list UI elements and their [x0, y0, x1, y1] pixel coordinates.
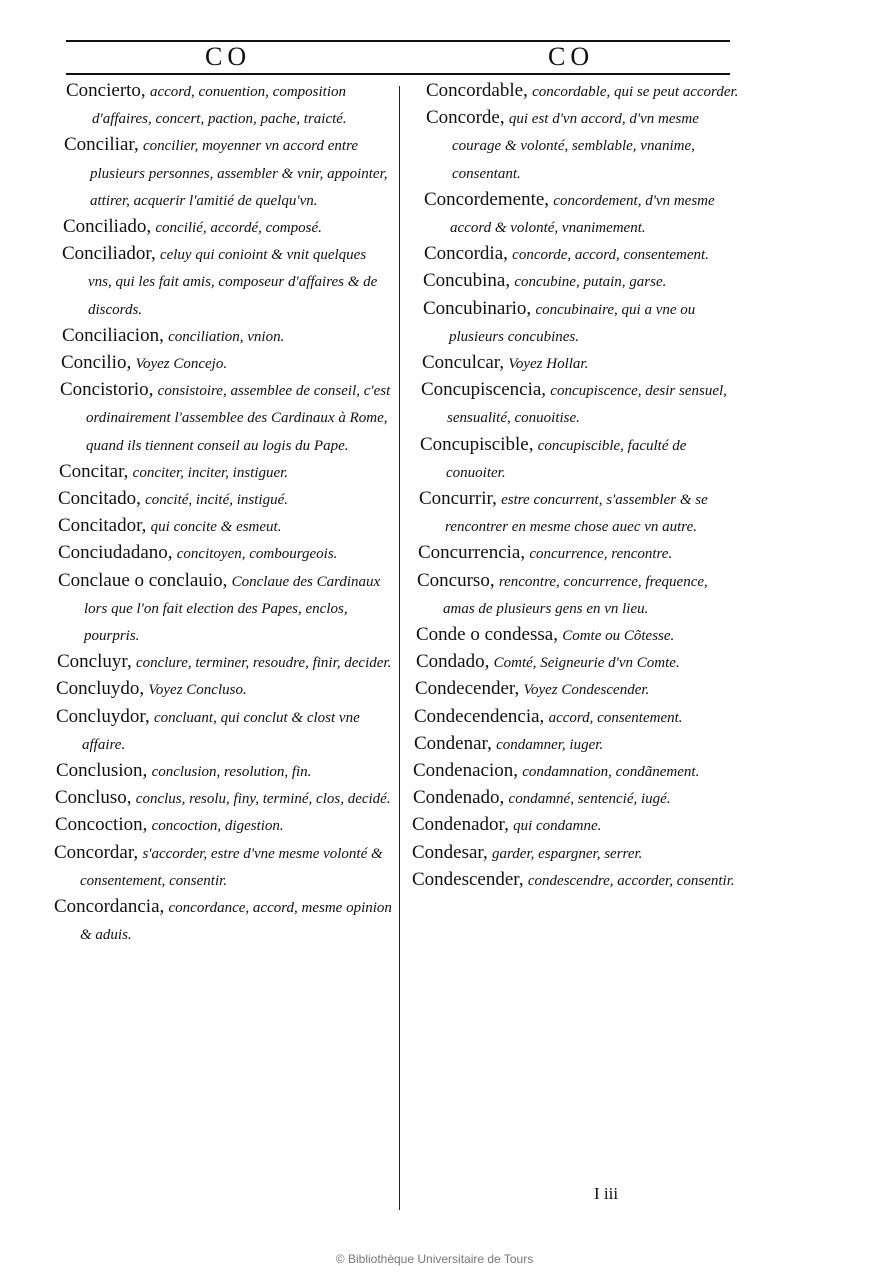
entry-definition: Comté, Seigneurie d'vn Comte. — [493, 655, 680, 672]
entry-definition: estre concurrent, s'assembler & se rencontrer en mesme chose auec vn autre. — [445, 492, 708, 536]
entry-definition: Voyez Condescender. — [523, 682, 650, 699]
dictionary-entry — [412, 840, 742, 867]
entry-definition: condamner, iuger. — [496, 736, 604, 753]
dictionary-entry — [421, 377, 742, 431]
entry-headword: Concitado, — [58, 488, 141, 510]
entry-headword: Concluydo, — [56, 678, 145, 700]
entry-headword: Concubinario, — [423, 297, 532, 319]
entry-definition: conclure, terminer, resoudre, finir, decider. — [135, 655, 392, 672]
dictionary-entry — [56, 758, 392, 785]
dictionary-entry — [422, 350, 742, 377]
dictionary-entry — [423, 268, 742, 295]
dictionary-entry — [426, 105, 742, 187]
dictionary-entry — [415, 676, 742, 703]
dictionary-entry — [66, 78, 392, 132]
entry-headword: Concluydor, — [56, 705, 150, 727]
dictionary-entry — [59, 459, 392, 486]
dictionary-entry — [426, 78, 742, 105]
entry-definition: qui condamne. — [513, 818, 602, 835]
dictionary-entry — [416, 622, 742, 649]
entry-definition: concordable, qui se peut accorder. — [532, 84, 739, 100]
entry-headword: Concordancia, — [54, 896, 165, 918]
dictionary-entry — [56, 704, 392, 758]
entry-headword: Concluyr, — [57, 651, 132, 673]
entry-definition: conclusion, resolution, fin. — [151, 764, 312, 781]
dictionary-entry — [55, 812, 392, 839]
dictionary-entry — [54, 840, 392, 894]
column-divider — [399, 86, 400, 1210]
dictionary-entry — [55, 785, 392, 812]
entry-definition: concilier, moyenner vn accord entre plusieurs personnes, assembler & vnir, appointer, attirer, acquerir l'amitié de quelqu'vn. — [90, 138, 388, 209]
dictionary-entry — [413, 785, 742, 812]
entry-definition: Voyez Concluso. — [148, 682, 247, 699]
dictionary-entry — [58, 486, 392, 513]
entry-definition: concupiscence, desir sensuel, sensualité, conuoitise. — [447, 383, 727, 427]
dictionary-entry — [58, 540, 392, 567]
dictionary-entry — [413, 758, 742, 785]
entry-headword: Conciliado, — [63, 216, 152, 238]
entry-headword: Concordia, — [424, 243, 508, 265]
entry-headword: Concurso, — [417, 569, 495, 591]
dictionary-entry — [412, 812, 742, 839]
entry-headword: Concordar, — [54, 841, 139, 863]
entry-headword: Concierto, — [66, 80, 146, 101]
entry-headword: Concitador, — [58, 515, 147, 537]
entry-definition: concoction, digestion. — [151, 818, 284, 835]
entry-definition: concubine, putain, garse. — [514, 274, 667, 291]
top-rule — [66, 40, 730, 42]
entry-definition: concilié, accordé, composé. — [155, 220, 322, 237]
dictionary-entry — [57, 649, 392, 676]
running-head-left: CO — [205, 42, 252, 71]
entry-headword: Concilio, — [61, 352, 132, 374]
entry-definition: celuy qui conioint & vnit quelques vns, qui les fait amis, composeur d'affaires & de discords. — [88, 247, 378, 318]
entry-headword: Conde o condessa, — [416, 624, 558, 646]
entry-headword: Concoction, — [55, 814, 148, 836]
entry-headword: Concurrir, — [419, 488, 497, 510]
entry-headword: Concordemente, — [424, 188, 550, 210]
entry-definition: consistoire, assemblee de conseil, c'est ordinairement l'assemblee des Cardinaux à Rome, quand ils tiennent conseil au logis du Pape. — [86, 383, 391, 454]
entry-definition: concorde, accord, consentement. — [512, 247, 709, 264]
entry-headword: Concluso, — [55, 787, 132, 809]
entry-headword: Conciliar, — [64, 134, 139, 156]
entry-definition: qui est d'vn accord, d'vn mesme courage & volonté, semblable, vnanime, consentant. — [452, 111, 699, 182]
entry-headword: Condenacion, — [413, 760, 519, 782]
dictionary-entry — [424, 187, 742, 241]
entry-headword: Concistorio, — [60, 379, 154, 401]
signature-mark: I iii — [594, 1184, 619, 1203]
entry-definition: rencontre, concurrence, frequence, amas de plusieurs gens en vn lieu. — [443, 573, 708, 617]
entry-headword: Concupiscencia, — [421, 379, 547, 401]
entry-definition: garder, espargner, serrer. — [492, 845, 643, 862]
entry-headword: Conclaue o conclauio, — [58, 569, 228, 591]
entry-definition: Comte ou Cõtesse. — [562, 628, 675, 645]
entry-definition: concluant, qui conclut & clost vne affaire. — [82, 709, 360, 753]
entry-headword: Concitar, — [59, 460, 129, 482]
entry-definition: Conclaue des Cardinaux lors que l'on fait election des Papes, enclos, pourpris. — [84, 573, 381, 645]
entry-definition: conciter, inciter, instiguer. — [132, 464, 289, 481]
running-head-right: CO — [548, 42, 595, 71]
entry-headword: Conciudadano, — [58, 542, 173, 564]
entry-headword: Concordable, — [426, 80, 528, 101]
dictionary-entry — [56, 676, 392, 703]
entry-definition: concitoyen, combourgeois. — [176, 546, 338, 563]
entry-definition: concordance, accord, mesme opinion & aduis. — [80, 900, 392, 944]
entry-headword: Concorde, — [426, 107, 505, 129]
entry-headword: Condenador, — [412, 814, 509, 836]
dictionary-entry — [58, 568, 392, 650]
entry-definition: conciliation, vnion. — [168, 328, 285, 345]
entry-headword: Concupiscible, — [420, 433, 534, 455]
entry-definition: qui concite & esmeut. — [150, 519, 282, 536]
entry-headword: Condado, — [416, 651, 490, 673]
right-column — [412, 78, 742, 894]
entry-definition: concordement, d'vn mesme accord & volonté, vnanimement. — [450, 192, 715, 237]
dictionary-entry — [63, 214, 392, 241]
dictionary-entry — [420, 432, 742, 486]
entry-definition: accord, consentement. — [548, 709, 683, 726]
dictionary-entry — [62, 323, 392, 350]
entry-headword: Condesar, — [412, 841, 488, 863]
entry-definition: Voyez Hollar. — [508, 356, 589, 373]
entry-definition: concurrence, rencontre. — [529, 546, 673, 563]
dictionary-entry — [54, 894, 392, 948]
entry-definition: conclus, resolu, finy, terminé, clos, decidé. — [135, 791, 391, 808]
dictionary-entry — [62, 241, 392, 323]
entry-definition: concité, incité, instigué. — [145, 492, 288, 509]
dictionary-entry — [417, 568, 742, 622]
dictionary-entry — [423, 296, 742, 350]
entry-definition: condescendre, accorder, consentir. — [527, 872, 735, 889]
dictionary-entry — [418, 540, 742, 567]
dictionary-entry — [424, 241, 742, 268]
entry-headword: Condescender, — [412, 868, 524, 890]
dictionary-entry — [416, 649, 742, 676]
entry-definition: condamné, sentencié, iugé. — [508, 791, 671, 808]
entry-definition: condamnation, condãnement. — [522, 764, 700, 781]
left-column — [54, 78, 392, 949]
entry-headword: Condenar, — [414, 732, 492, 754]
dictionary-entry — [419, 486, 742, 540]
dictionary-entry — [412, 867, 742, 894]
entry-headword: Conclusion, — [56, 760, 148, 782]
entry-headword: Condecendencia, — [414, 705, 545, 727]
entry-headword: Conciliador, — [62, 243, 156, 265]
entry-headword: Condenado, — [413, 787, 505, 809]
entry-headword: Concurrencia, — [418, 542, 526, 564]
library-credit: © Bibliothèque Universitaire de Tours — [335, 1252, 534, 1266]
dictionary-entry — [61, 350, 392, 377]
entry-headword: Conciliacion, — [62, 324, 164, 346]
entry-definition: s'accorder, estre d'vne mesme volonté & consentement, consentir. — [80, 845, 383, 889]
dictionary-entry — [58, 513, 392, 540]
entry-definition: concupiscible, faculté de conuoiter. — [446, 437, 687, 481]
entry-definition: concubinaire, qui a vne ou plusieurs concubines. — [449, 301, 696, 345]
entry-headword: Concubina, — [423, 270, 511, 292]
entry-headword: Condecender, — [415, 678, 520, 700]
entry-headword: Conculcar, — [422, 352, 505, 374]
entry-definition: accord, conuention, composition d'affaires, concert, paction, pache, traicté. — [92, 84, 347, 128]
dictionary-entry — [60, 377, 392, 459]
dictionary-entry — [414, 731, 742, 758]
dictionary-entry — [64, 132, 392, 214]
entry-definition: Voyez Concejo. — [135, 356, 228, 373]
dictionary-entry — [414, 704, 742, 731]
header-rule — [66, 73, 730, 75]
